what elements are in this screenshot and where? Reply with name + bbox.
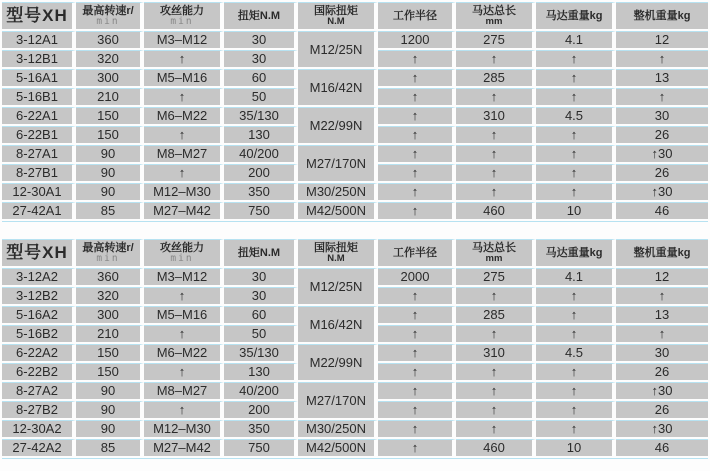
cell-motor_length: ↑	[456, 126, 536, 145]
col-header-label: 最高转速r/	[82, 242, 134, 254]
cell-torque: 60	[224, 306, 298, 325]
table-row	[2, 382, 708, 401]
cell-radius: ↑	[378, 420, 456, 439]
cell-total_weight: 12	[616, 268, 708, 287]
col-header-intl_torque	[298, 2, 378, 31]
cell-motor_length: ↑	[456, 363, 536, 382]
table-row	[2, 69, 708, 88]
cell-motor_weight: ↑	[536, 164, 616, 183]
cell-motor_weight: 10	[536, 439, 616, 458]
col-header-unit: N.M	[327, 16, 345, 27]
cell-speed: 85	[76, 439, 144, 458]
col-header-label: 型号XH	[6, 243, 68, 262]
cell-speed: 150	[76, 344, 144, 363]
cell-intl_torque: M27/170N	[298, 145, 378, 183]
cell-motor_weight: ↑	[536, 382, 616, 401]
col-header-radius	[378, 239, 456, 268]
cell-total_weight: 46	[616, 439, 708, 458]
cell-speed: 320	[76, 50, 144, 69]
cell-radius: ↑	[378, 382, 456, 401]
cell-model: 5-16B1	[2, 88, 76, 107]
cell-model: 3-12B2	[2, 287, 76, 306]
cell-motor_length: 460	[456, 202, 536, 221]
cell-motor_weight: ↑	[536, 183, 616, 202]
col-header-label: 马达重量kg	[545, 10, 603, 22]
cell-speed: 90	[76, 145, 144, 164]
cell-model: 6-22B1	[2, 126, 76, 145]
col-header-label: 型号XH	[6, 6, 68, 25]
cell-motor_weight: ↑	[536, 145, 616, 164]
cell-tapping: M8–M27	[144, 382, 224, 401]
cell-tapping: M3–M12	[144, 31, 224, 50]
table-body	[2, 268, 708, 458]
cell-torque: 35/130	[224, 344, 298, 363]
cell-torque: 60	[224, 69, 298, 88]
cell-radius: ↑	[378, 88, 456, 107]
cell-speed: 300	[76, 306, 144, 325]
col-header-motor_length	[456, 239, 536, 268]
cell-radius: ↑	[378, 183, 456, 202]
cell-tapping: ↑	[144, 287, 224, 306]
col-header-tapping	[144, 2, 224, 31]
cell-torque: 30	[224, 268, 298, 287]
table-body	[2, 31, 708, 221]
cell-motor_weight: ↑	[536, 363, 616, 382]
cell-torque: 50	[224, 325, 298, 344]
cell-tapping: M27–M42	[144, 202, 224, 221]
cell-motor_length: 285	[456, 306, 536, 325]
cell-radius: ↑	[378, 69, 456, 88]
cell-radius: ↑	[378, 126, 456, 145]
cell-intl_torque: M27/170N	[298, 382, 378, 420]
cell-radius: ↑	[378, 306, 456, 325]
cell-model: 3-12B1	[2, 50, 76, 69]
cell-tapping: M5–M16	[144, 306, 224, 325]
cell-speed: 300	[76, 69, 144, 88]
cell-speed: 85	[76, 202, 144, 221]
col-header-unit: min	[170, 253, 194, 264]
cell-motor_weight: ↑	[536, 126, 616, 145]
cell-torque: 40/200	[224, 382, 298, 401]
col-header-label: 国际扭矩	[314, 242, 358, 254]
cell-motor_weight: ↑	[536, 325, 616, 344]
cell-radius: 2000	[378, 268, 456, 287]
cell-tapping: ↑	[144, 401, 224, 420]
cell-speed: 90	[76, 401, 144, 420]
col-header-total_weight	[616, 2, 708, 31]
table-row	[2, 344, 708, 363]
cell-speed: 150	[76, 363, 144, 382]
table-row	[2, 439, 708, 458]
cell-motor_length: ↑	[456, 325, 536, 344]
cell-total_weight: 26	[616, 126, 708, 145]
cell-motor_length: 310	[456, 344, 536, 363]
cell-total_weight: 13	[616, 69, 708, 88]
cell-motor_length: ↑	[456, 287, 536, 306]
cell-radius: ↑	[378, 287, 456, 306]
cell-torque: 200	[224, 164, 298, 183]
cell-model: 27-42A2	[2, 439, 76, 458]
cell-intl_torque: M12/25N	[298, 31, 378, 69]
cell-tapping: M5–M16	[144, 69, 224, 88]
col-header-tapping	[144, 239, 224, 268]
cell-model: 3-12A1	[2, 31, 76, 50]
col-header-intl_torque	[298, 239, 378, 268]
col-header-speed	[76, 2, 144, 31]
col-header-total_weight	[616, 239, 708, 268]
cell-intl_torque: M30/250N	[298, 183, 378, 202]
cell-total_weight: 30	[616, 344, 708, 363]
cell-motor_length: ↑	[456, 145, 536, 164]
col-header-model	[2, 2, 76, 31]
cell-motor_weight: ↑	[536, 401, 616, 420]
col-header-model	[2, 239, 76, 268]
cell-motor_length: ↑	[456, 50, 536, 69]
cell-speed: 90	[76, 183, 144, 202]
table-row	[2, 306, 708, 325]
cell-motor_length: 275	[456, 268, 536, 287]
cell-motor_weight: 4.5	[536, 107, 616, 126]
cell-model: 8-27A1	[2, 145, 76, 164]
col-header-label: 马达总长	[472, 5, 516, 17]
col-header-unit: min	[96, 16, 120, 27]
cell-tapping: M8–M27	[144, 145, 224, 164]
cell-tapping: M12–M30	[144, 183, 224, 202]
cell-tapping: M27–M42	[144, 439, 224, 458]
cell-radius: ↑	[378, 344, 456, 363]
col-header-label: 攻丝能力	[160, 5, 204, 17]
cell-motor_weight: ↑	[536, 287, 616, 306]
col-header-label: 马达总长	[472, 242, 516, 254]
cell-tapping: ↑	[144, 50, 224, 69]
cell-speed: 90	[76, 164, 144, 183]
cell-tapping: ↑	[144, 325, 224, 344]
cell-motor_weight: ↑	[536, 420, 616, 439]
cell-model: 6-22A1	[2, 107, 76, 126]
cell-speed: 210	[76, 325, 144, 344]
cell-speed: 90	[76, 420, 144, 439]
cell-model: 27-42A1	[2, 202, 76, 221]
cell-intl_torque: M22/99N	[298, 107, 378, 145]
col-header-unit: min	[96, 253, 120, 264]
cell-radius: ↑	[378, 145, 456, 164]
cell-torque: 750	[224, 202, 298, 221]
cell-motor_length: 285	[456, 69, 536, 88]
cell-total_weight: ↑	[616, 50, 708, 69]
cell-radius: ↑	[378, 363, 456, 382]
cell-torque: 30	[224, 287, 298, 306]
cell-intl_torque: M22/99N	[298, 344, 378, 382]
cell-speed: 320	[76, 287, 144, 306]
cell-motor_length: 460	[456, 439, 536, 458]
cell-motor_length: 310	[456, 107, 536, 126]
cell-radius: ↑	[378, 107, 456, 126]
cell-intl_torque: M16/42N	[298, 306, 378, 344]
cell-motor_weight: 10	[536, 202, 616, 221]
table-row	[2, 107, 708, 126]
cell-motor_length: ↑	[456, 183, 536, 202]
cell-tapping: ↑	[144, 164, 224, 183]
table-row	[2, 202, 708, 221]
cell-tapping: ↑	[144, 363, 224, 382]
cell-tapping: M6–M22	[144, 107, 224, 126]
cell-speed: 90	[76, 382, 144, 401]
cell-total_weight: ↑	[616, 287, 708, 306]
cell-speed: 360	[76, 268, 144, 287]
cell-torque: 50	[224, 88, 298, 107]
cell-model: 5-16A2	[2, 306, 76, 325]
col-header-unit: N.M	[327, 253, 345, 264]
col-header-torque	[224, 239, 298, 268]
cell-radius: ↑	[378, 202, 456, 221]
cell-total_weight: 26	[616, 363, 708, 382]
cell-speed: 150	[76, 126, 144, 145]
cell-motor_length: ↑	[456, 164, 536, 183]
cell-model: 6-22A2	[2, 344, 76, 363]
cell-motor_weight: ↑	[536, 50, 616, 69]
cell-model: 8-27B1	[2, 164, 76, 183]
cell-radius: ↑	[378, 325, 456, 344]
spec-table-series-1	[2, 2, 708, 222]
cell-intl_torque: M42/500N	[298, 202, 378, 221]
cell-motor_weight: ↑	[536, 69, 616, 88]
cell-motor_weight: ↑	[536, 88, 616, 107]
cell-motor_length: 275	[456, 31, 536, 50]
cell-total_weight: 12	[616, 31, 708, 50]
cell-total_weight: ↑30	[616, 382, 708, 401]
col-header-motor_weight	[536, 2, 616, 31]
cell-torque: 35/130	[224, 107, 298, 126]
table-row	[2, 420, 708, 439]
table-row	[2, 268, 708, 287]
cell-motor_weight: 4.1	[536, 31, 616, 50]
cell-model: 5-16B2	[2, 325, 76, 344]
cell-radius: ↑	[378, 50, 456, 69]
cell-total_weight: 46	[616, 202, 708, 221]
cell-tapping: M3–M12	[144, 268, 224, 287]
cell-motor_weight: 4.5	[536, 344, 616, 363]
header-row	[2, 239, 708, 268]
cell-total_weight: ↑	[616, 325, 708, 344]
cell-model: 8-27A2	[2, 382, 76, 401]
cell-radius: ↑	[378, 439, 456, 458]
cell-tapping: M12–M30	[144, 420, 224, 439]
cell-total_weight: ↑30	[616, 420, 708, 439]
cell-motor_length: ↑	[456, 420, 536, 439]
cell-torque: 200	[224, 401, 298, 420]
cell-intl_torque: M16/42N	[298, 69, 378, 107]
cell-total_weight: ↑30	[616, 183, 708, 202]
col-header-motor_length	[456, 2, 536, 31]
cell-tapping: M6–M22	[144, 344, 224, 363]
col-header-torque	[224, 2, 298, 31]
cell-model: 12-30A1	[2, 183, 76, 202]
cell-model: 6-22B2	[2, 363, 76, 382]
cell-motor_length: ↑	[456, 401, 536, 420]
col-header-radius	[378, 2, 456, 31]
col-header-label: 马达重量kg	[545, 247, 603, 259]
cell-speed: 360	[76, 31, 144, 50]
cell-model: 5-16A1	[2, 69, 76, 88]
cell-radius: ↑	[378, 401, 456, 420]
cell-radius: ↑	[378, 164, 456, 183]
col-header-label: 国际扭矩	[314, 5, 358, 17]
cell-torque: 40/200	[224, 145, 298, 164]
cell-total_weight: 30	[616, 107, 708, 126]
cell-model: 12-30A2	[2, 420, 76, 439]
cell-intl_torque: M12/25N	[298, 268, 378, 306]
cell-total_weight: ↑30	[616, 145, 708, 164]
cell-torque: 30	[224, 31, 298, 50]
table-row	[2, 31, 708, 50]
cell-motor_length: ↑	[456, 382, 536, 401]
col-header-label: 最高转速r/	[82, 5, 134, 17]
col-header-label: 整机重量kg	[633, 10, 691, 22]
col-header-label: 攻丝能力	[160, 242, 204, 254]
spec-table-series-2	[2, 239, 708, 459]
cell-total_weight: 26	[616, 164, 708, 183]
cell-torque: 30	[224, 50, 298, 69]
cell-motor_weight: 4.1	[536, 268, 616, 287]
col-header-speed	[76, 239, 144, 268]
cell-torque: 130	[224, 126, 298, 145]
cell-speed: 210	[76, 88, 144, 107]
col-header-unit: min	[170, 16, 194, 27]
col-header-motor_weight	[536, 239, 616, 268]
cell-total_weight: 26	[616, 401, 708, 420]
col-header-label: 整机重量kg	[633, 247, 691, 259]
col-header-label: 工作半径	[393, 10, 437, 22]
cell-model: 8-27B2	[2, 401, 76, 420]
cell-model: 3-12A2	[2, 268, 76, 287]
cell-radius: 1200	[378, 31, 456, 50]
cell-torque: 350	[224, 420, 298, 439]
col-header-unit: mm	[485, 16, 503, 27]
cell-total_weight: 13	[616, 306, 708, 325]
col-header-label: 扭矩N.M	[237, 10, 281, 22]
cell-torque: 130	[224, 363, 298, 382]
col-header-label: 扭矩N.M	[237, 247, 281, 259]
col-header-unit: mm	[485, 253, 503, 264]
cell-tapping: ↑	[144, 88, 224, 107]
cell-torque: 750	[224, 439, 298, 458]
col-header-label: 工作半径	[393, 247, 437, 259]
cell-speed: 150	[76, 107, 144, 126]
cell-intl_torque: M42/500N	[298, 439, 378, 458]
cell-tapping: ↑	[144, 126, 224, 145]
table-row	[2, 145, 708, 164]
cell-total_weight: ↑	[616, 88, 708, 107]
cell-motor_weight: ↑	[536, 306, 616, 325]
header-row	[2, 2, 708, 31]
cell-torque: 350	[224, 183, 298, 202]
cell-motor_length: ↑	[456, 88, 536, 107]
table-row	[2, 183, 708, 202]
cell-intl_torque: M30/250N	[298, 420, 378, 439]
